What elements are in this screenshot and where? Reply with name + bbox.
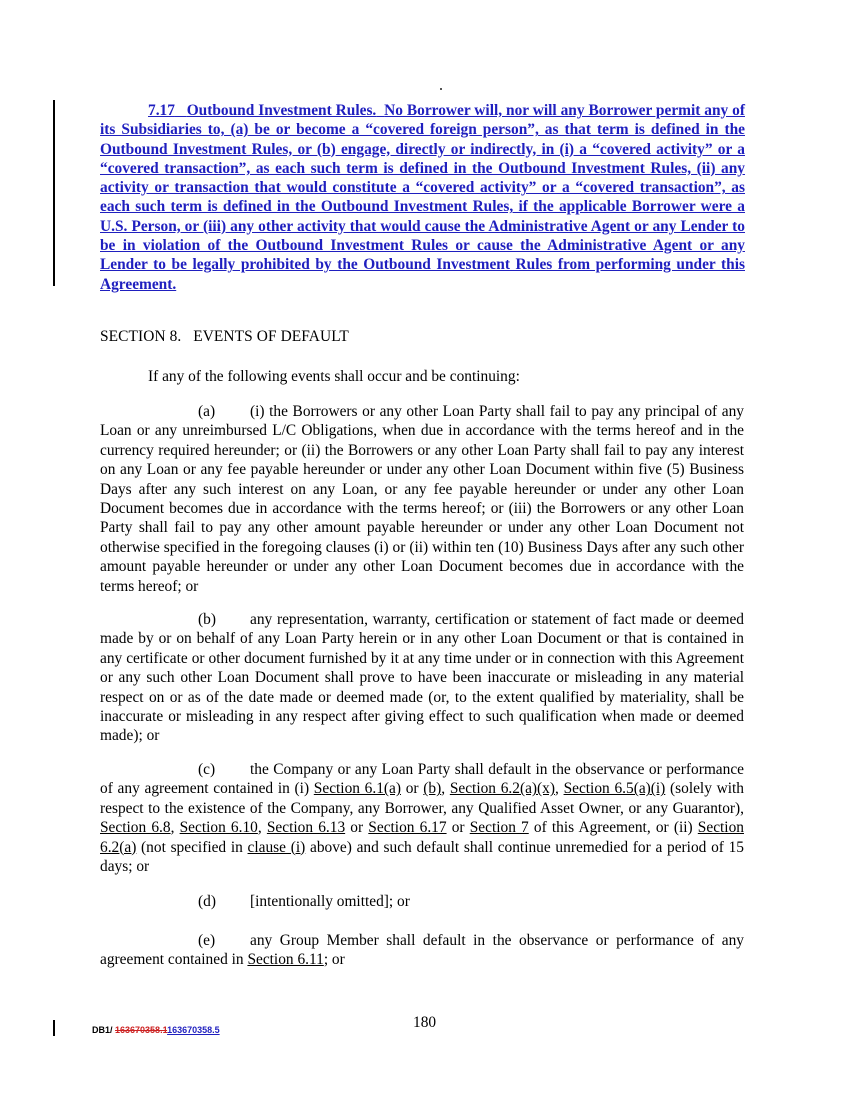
para-text: [intentionally omitted]; or [250, 893, 410, 910]
intro-text: If any of the following events shall occur and be continuing: [148, 368, 520, 385]
clause-reference[interactable]: clause (i) [247, 838, 306, 856]
section-reference[interactable]: Section 6.5(a)(i) [563, 780, 666, 798]
section-reference[interactable]: (b) [423, 780, 442, 798]
paragraph-c: (c) the Company or any Loan Party shall default in the observance or performance of any agreement contained in (i) Section 6.1(a) or (b), Section 6.2(a)(x), Section 6.5(a)(i) (solely with respect to the existence of the Company, any Borrower, any Qualified Asset Owner, or any Guarantor), Section 6.8, Section 6.10, Section 6.13 or Section 6.17 or Section 7 of this Agreement, or (ii) Section 6.2(a) (not specified in clause (i) above) and such default shall continue unremedied for a period of 15 days; or [100, 761, 745, 876]
para-text: any representation, warranty, certification or statement of fact made or deemed made by or on behalf of any Loan Party herein or in any other Loan Document or that is contained in any certificate or other document furnished by it at any time under or in connection with this Agreement or any such other Loan Document shall prove to have been inaccurate or misleading in any material respect on or as of the date made or deemed made (or, to the extent qualified by materiality, shall be inaccurate or misleading in any respect after giving effect to such qualification when made or deemed made); or [100, 611, 744, 745]
footer-change-bar [53, 1020, 55, 1036]
para-tag: (a) [198, 403, 216, 420]
section-reference[interactable]: Section 6.1(a) [313, 780, 402, 798]
paragraph-b [100, 610, 744, 746]
para-tag: (b) [198, 611, 216, 628]
section-reference[interactable]: Section 6.17 [368, 819, 447, 837]
para-tag: (d) [198, 893, 216, 910]
para-tag: (c) [198, 761, 216, 778]
page-number: 180 [413, 1014, 437, 1031]
section-reference[interactable]: Section 6.8 [100, 819, 171, 837]
deleted-doc-id: 163670358.1 [115, 1025, 168, 1035]
section-reference[interactable]: Section 6.13 [266, 819, 346, 837]
section-reference[interactable]: Section 6.11 [247, 951, 324, 969]
document-id-footer [92, 1025, 220, 1035]
section-reference[interactable]: Section 6.2(a) [100, 819, 744, 856]
stray-mark [440, 88, 442, 90]
para-tag: (e) [198, 932, 216, 949]
footer-prefix: DB1/ [92, 1025, 116, 1035]
paragraph-e: (e) any Group Member shall default in the observance or performance of any agreement contained in Section 6.11; or [100, 932, 744, 969]
paragraph-a [100, 402, 744, 596]
section-body: No Borrower will, nor will any Borrower permit any of its Subsidiaries to, (a) be or become a “covered foreign person”, as that term is defined in the Outbound Investment Rules, or (b) engage, directly or indirectly, in (i) a “covered activity” or a “covered transaction”, as each such term is defined in the Outbound Investment Rules, (ii) any activity or transaction that would constitute a “covered activity” or a “covered transaction”, as each such term is defined in the Outbound Investment Rules, if the applicable Borrower were a U.S. Person, or (iii) any other activity that would cause the Administrative Agent or any Lender to be in violation of the Outbound Investment Rules or cause the Administrative Agent or any Lender to be legally prohibited by the Outbound Investment Rules from performing under this Agreement. [100, 102, 745, 293]
section-title: Outbound Investment Rules. [186, 102, 377, 119]
inserted-doc-id: 163670358.5 [167, 1025, 220, 1035]
section-reference[interactable]: Section 6.10 [179, 819, 258, 837]
section-reference[interactable]: Section 7 [469, 819, 529, 837]
section-7-17 [100, 101, 745, 294]
change-bar [53, 100, 55, 286]
section-8-heading: SECTION 8. EVENTS OF DEFAULT [100, 328, 349, 345]
section-number: 7.17 [148, 102, 175, 119]
section-reference[interactable]: Section 6.2(a)(x) [449, 780, 555, 798]
paragraph-d [100, 892, 744, 911]
para-text: (i) the Borrowers or any other Loan Party shall fail to pay any principal of any Loan or any unreimbursed L/C Obligations, when due in accordance with the terms hereof and in the currency required hereunder; or (ii) the Borrowers or any other Loan Party shall fail to pay any interest on any Loan or any fee payable hereunder or under any other Loan Document within five (5) Business Days after any such interest on any Loan, or any fee payable hereunder or under any other Loan Document becomes due in accordance with the terms hereof; or (iii) the Borrowers or any other Loan Party shall fail to pay any other amount payable hereunder or under any other Loan Document not otherwise specified in the foregoing clauses (i) or (ii) within ten (10) Business Days after any such other amount payable hereunder or under any other Loan Document becomes due in accordance with the terms hereof; or [100, 403, 744, 595]
